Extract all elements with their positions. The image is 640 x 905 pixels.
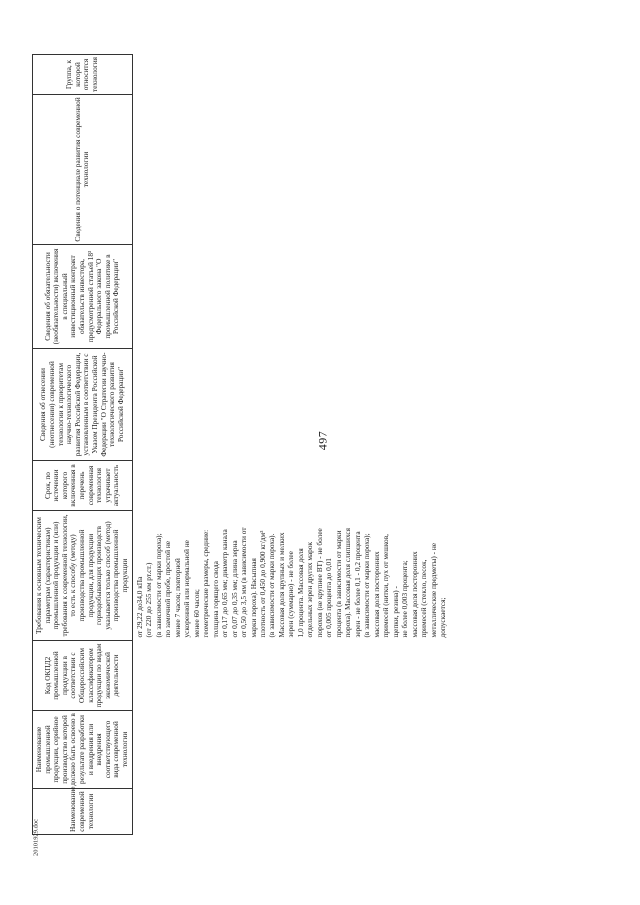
column-header-relevance-term: Срок, по истечении которого включенная в перечень современная технология утрачивает актуальность — [33, 461, 133, 511]
requirements-line: менее 60 часов; — [191, 589, 201, 638]
requirements-line: плотность от 0,450 до 0,900 кг/дм³ — [258, 530, 267, 638]
requirements-line: от 0,005 процента до 0,01 — [324, 558, 334, 638]
requirements-line: от 29,22 до34,0 кПа — [134, 576, 144, 638]
requirements-line: примесей (нитки, пух от мешков, — [381, 534, 391, 638]
requirements-line: от 0,17 до 0,65 мм; диаметр канала — [220, 529, 230, 638]
rotated-table-page — [32, 50, 542, 840]
column-header-priorities: Сведения об отнесении (неотнесении) современной технологии к приоритетам научно-технологического развития Российской Федерации, установленным в соответствии с Указом Президента Российской Федерации "О Стратегии научно-технологического развития Российской Федерации" — [33, 349, 133, 461]
requirements-line: (в зависимости от марки пороха). — [267, 533, 277, 638]
cell-empty — [132, 349, 449, 461]
requirements-line: от 0,50 до 3,5 мм (в зависимости от — [239, 527, 249, 638]
requirements-line: зерен - не более 0,1 - 0,2 процента — [352, 531, 362, 638]
requirements-line: толщина горящего свода — [210, 561, 220, 638]
table-header-row — [33, 55, 133, 835]
cell-empty — [132, 461, 449, 511]
document-id: 20101929.doc — [32, 819, 40, 857]
requirements-line: Массовая доля крупных и мелких — [276, 532, 286, 638]
requirements-line: массовая доля посторонних — [409, 551, 419, 638]
requirements-line: не более 0,003 процента; — [400, 560, 410, 638]
column-header-group: Группа, к которой относится технология — [33, 55, 133, 95]
table-row — [132, 55, 449, 835]
requirements-text — [135, 514, 448, 638]
requirements-line: менее 7 часов; повторной — [172, 558, 182, 638]
column-header-development-potential: Сведения о потенциале развития современной технологии — [33, 95, 133, 245]
requirements-line: ускоренной или нормальной не — [182, 540, 192, 638]
page-number: 497 — [315, 430, 330, 451]
requirements-line: (в зависимости от марки пороха); — [153, 533, 163, 638]
requirements-line: (в зависимости от марки пороха); — [362, 533, 372, 638]
requirements-line: допускается; — [438, 597, 448, 638]
column-header-okpd2-code: Код ОКПД2 промышленной продукции в соответствии с Общероссийским классификатором продукции по видам экономической деятельности — [33, 641, 133, 711]
column-header-product-name: Наименование промышленной продукции, серийное производство которой должно быть освоено в результате разработки и внедрения или внедрения соответствующего вида современной технологии — [33, 711, 133, 789]
requirements-cell — [132, 511, 449, 641]
requirements-line: от 0,07 до 0,35 мм; длина зерна — [229, 540, 239, 638]
requirements-line: металлические предметы) - не — [428, 543, 438, 638]
requirements-line: массовая доля посторонних — [371, 551, 381, 638]
requirements-line: 1,0 процента. Массовая доля — [295, 548, 305, 638]
cell-empty — [132, 789, 449, 835]
requirements-line: отдельных зерен других марок — [305, 541, 315, 638]
requirements-line: процента (в зависимости от марки — [333, 530, 343, 638]
column-header-requirements: Требования к основным техническим параметрам (характеристикам) промышленной продукции и (или) требования к современной технологии, то есть к способу (методу) производства промышленной продукции, для продукции горнодобывающих производств указывается только способ (метод) производства промышленной продукции — [33, 511, 133, 641]
requirements-line: примесей (стекло, песок, — [419, 559, 429, 638]
column-header-technology-name: Наименование современной технологии — [33, 789, 133, 835]
requirements-line: (от 220 до 255 мм рт.ст.) — [144, 562, 154, 638]
cell-empty — [132, 711, 449, 789]
requirements-line: щепки, резина) - — [390, 586, 400, 638]
requirements-line: пороха). Массовая доля слипшихся — [343, 528, 353, 638]
requirements-line: по замочной пробе, простой не — [163, 541, 173, 638]
cell-empty — [132, 95, 449, 245]
requirements-line: зерен (суммарно) - не более — [286, 551, 296, 638]
cell-empty — [132, 245, 449, 349]
cell-empty — [132, 55, 449, 95]
cell-empty — [132, 641, 449, 711]
requirements-line: порохов (не крупнее ВТ) - не более — [314, 528, 324, 638]
technology-table — [32, 54, 450, 835]
requirements-line: геометрические размеры, средние: — [201, 529, 211, 638]
requirements-line: марки пороха). Насыпная — [248, 558, 258, 638]
column-header-contract-obligation: Сведения об обязательности (необязательности) включения в специальный инвестиционный контракт обязательств инвестора, предусмотренной статьей 18³ Федерального закона "О промышленной политике в Российской Федерации" — [33, 245, 133, 349]
